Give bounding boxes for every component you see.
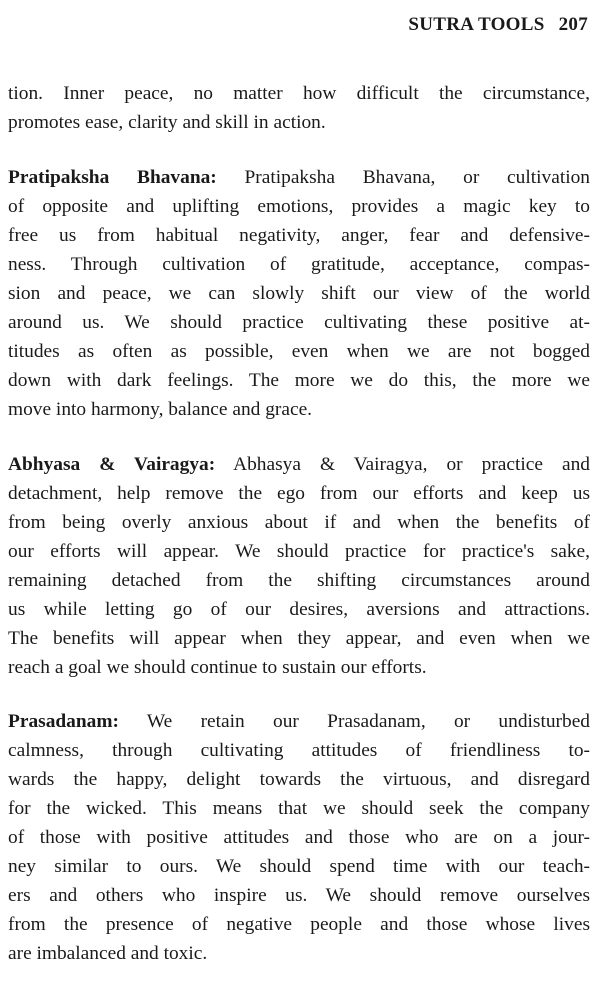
text-line: promotes ease, clarity and skill in action. <box>8 112 326 133</box>
text-line-with-term <box>8 707 590 736</box>
text-line: from being overly anxious about if and when the benefits of <box>8 512 590 533</box>
paragraph-prasadanam <box>8 707 590 968</box>
text-line: around us. We should practice cultivating these positive at- <box>8 312 590 333</box>
text-line: for the wicked. This means that we should seek the company <box>8 798 590 819</box>
text-line: The benefits will appear when they appear, and even when we <box>8 628 590 649</box>
text-line: of opposite and uplifting emotions, provides a magic key to <box>8 196 590 217</box>
text-line: are imbalanced and toxic. <box>8 943 208 964</box>
text-line: free us from habitual negativity, anger, fear and defensive- <box>8 225 590 246</box>
text-line: detachment, help remove the ego from our efforts and keep us <box>8 483 590 504</box>
text-line: us while letting go of our desires, aversions and attractions. <box>8 599 590 620</box>
paragraph-term: Abhyasa & Vairagya: <box>8 454 216 475</box>
paragraph-term: Prasadanam: <box>8 711 119 732</box>
running-head-title: SUTRA TOOLS <box>408 14 545 35</box>
text-line: ney similar to ours. We should spend time with our teach- <box>8 856 590 877</box>
paragraph-pratipaksha-bhavana <box>8 163 590 424</box>
text-line: our efforts will appear. We should practice for practice's sake, <box>8 541 590 562</box>
text-line: tion. Inner peace, no matter how difficult the circumstance, <box>8 83 590 104</box>
text-line: ers and others who inspire us. We should remove ourselves <box>8 885 590 906</box>
text-line-with-term <box>8 450 590 479</box>
text-line: ness. Through cultivation of gratitude, acceptance, compas- <box>8 254 590 275</box>
text-line-rest: We retain our Prasadanam, or undisturbed <box>118 711 590 732</box>
text-line: move into harmony, balance and grace. <box>8 399 313 420</box>
text-line-rest: Pratipaksha Bhavana, or cultivation <box>216 167 590 188</box>
text-line: titudes as often as possible, even when we are not bogged <box>8 341 590 362</box>
text-line: from the presence of negative people and those whose lives <box>8 914 590 935</box>
text-line-rest: Abhasya & Vairagya, or practice and <box>215 454 590 475</box>
paragraph-term: Pratipaksha Bhavana: <box>8 167 217 188</box>
text-line: remaining detached from the shifting circumstances around <box>8 570 590 591</box>
running-head <box>408 14 588 36</box>
paragraph-continuation <box>8 79 590 137</box>
text-line: calmness, through cultivating attitudes of friendliness to- <box>8 740 590 761</box>
text-line: reach a goal we should continue to sustain our efforts. <box>8 657 427 678</box>
paragraph-abhyasa-vairagya <box>8 450 590 682</box>
text-line-with-term <box>8 163 590 192</box>
text-line: wards the happy, delight towards the virtuous, and disregard <box>8 769 590 790</box>
text-line: of those with positive attitudes and those who are on a jour- <box>8 827 590 848</box>
text-line: sion and peace, we can slowly shift our view of the world <box>8 283 590 304</box>
page-number: 207 <box>558 14 588 35</box>
text-line: down with dark feelings. The more we do this, the more we <box>8 370 590 391</box>
